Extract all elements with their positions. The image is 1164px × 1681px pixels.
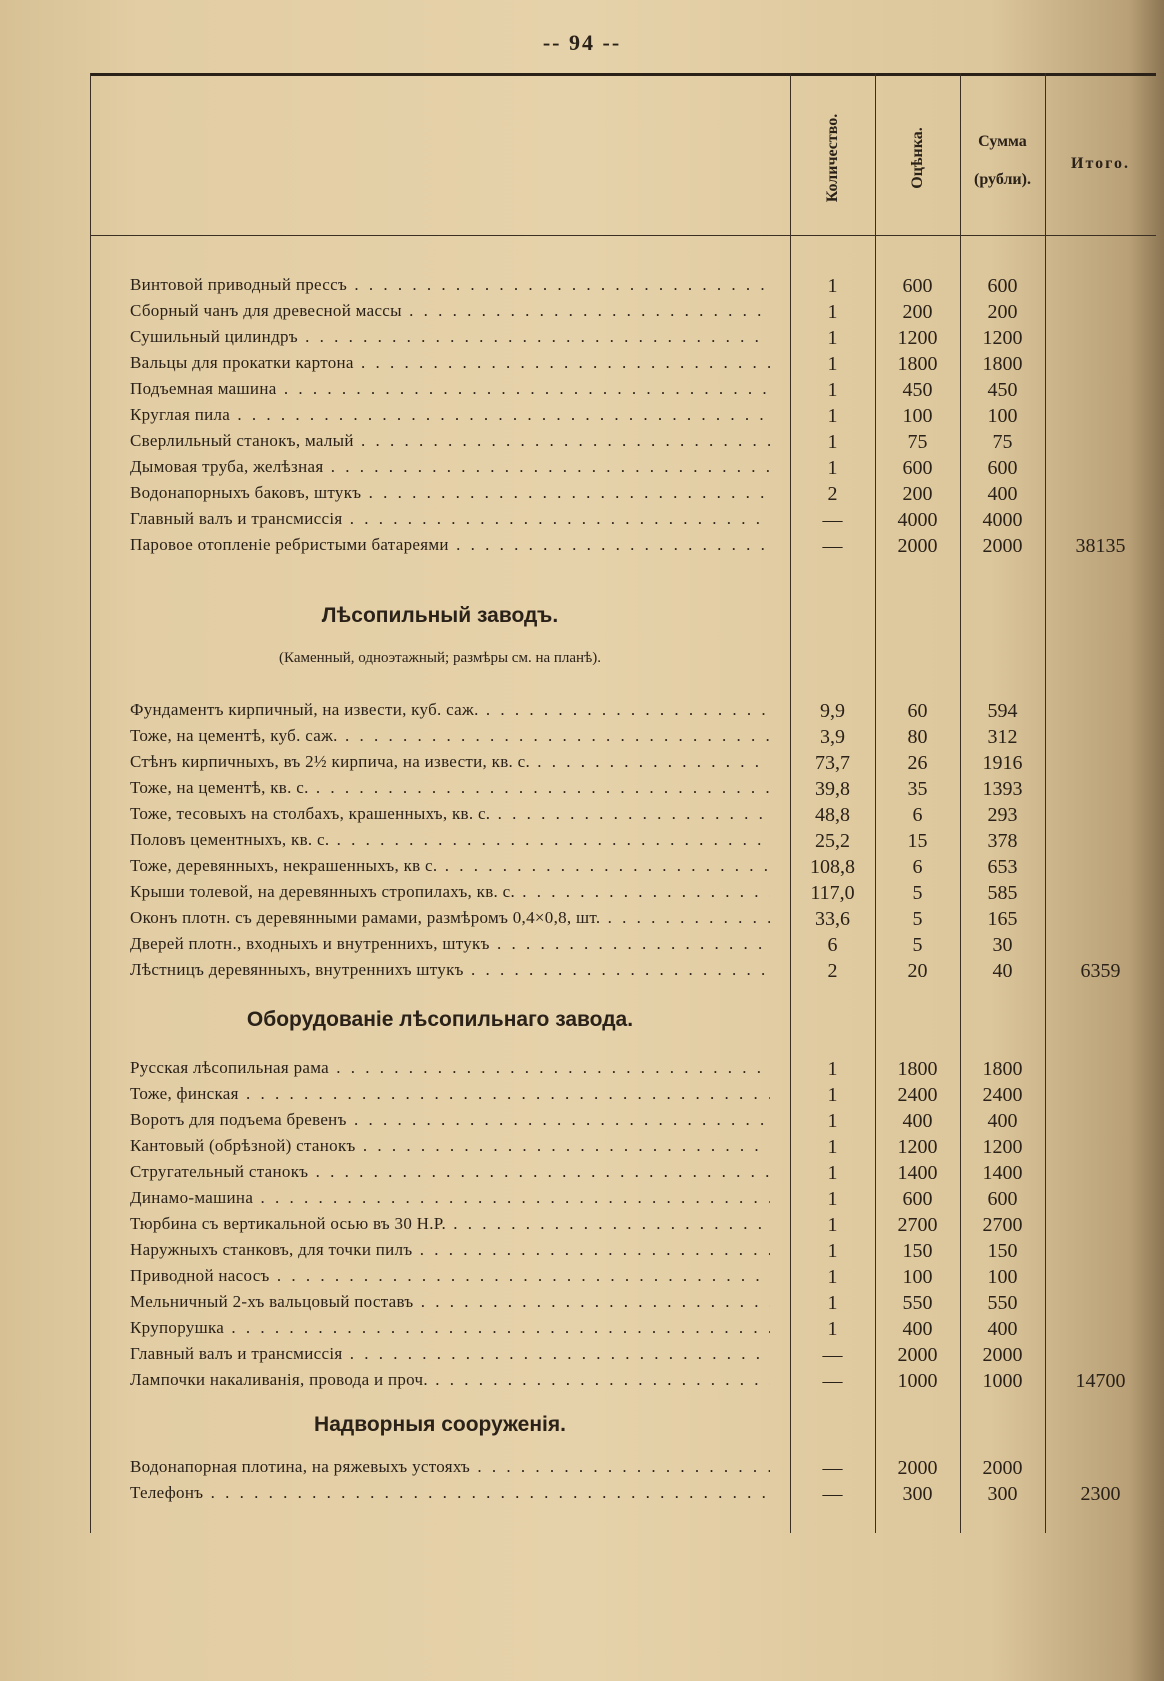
header-sum-unit: (рубли). bbox=[974, 171, 1031, 188]
sum-cell: 1400 bbox=[982, 1162, 1023, 1184]
sum-cell: 600 bbox=[987, 1188, 1018, 1210]
estimate-cell: 1200 bbox=[897, 1136, 938, 1158]
table-row bbox=[90, 1188, 1156, 1214]
table-row bbox=[90, 1457, 1156, 1483]
table-row bbox=[90, 1214, 1156, 1240]
estimate-cell: 600 bbox=[902, 457, 933, 479]
item-name: Сборный чанъ для древесной массы . . . bbox=[130, 301, 770, 321]
table-row bbox=[90, 509, 1156, 535]
table-row bbox=[90, 535, 1156, 561]
table-row bbox=[90, 960, 1156, 986]
table-row bbox=[90, 726, 1156, 752]
quantity-cell: — bbox=[822, 1370, 843, 1392]
sum-cell: 1916 bbox=[982, 752, 1023, 774]
item-name: Лѣстницъ деревянныхъ, внутреннихъ штукъ . . . bbox=[130, 960, 770, 980]
quantity-cell: 1 bbox=[827, 1318, 838, 1340]
sum-cell: 400 bbox=[987, 1318, 1018, 1340]
item-name: Паровое отопленіе ребристыми батареями . . . bbox=[130, 535, 770, 555]
item-name: Тюрбина съ вертикальной осью въ 30 Н.Р. . . . bbox=[130, 1214, 770, 1234]
table-row bbox=[90, 431, 1156, 457]
quantity-cell: 1 bbox=[827, 1058, 838, 1080]
total-cell: 6359 bbox=[1080, 960, 1121, 982]
table-row bbox=[90, 327, 1156, 353]
quantity-cell: 1 bbox=[827, 1292, 838, 1314]
quantity-cell: 1 bbox=[827, 1136, 838, 1158]
quantity-cell: 1 bbox=[827, 301, 838, 323]
estimate-cell: 150 bbox=[902, 1240, 933, 1262]
item-name: Главный валъ и трансмиссія . . . bbox=[130, 1344, 770, 1364]
table-row bbox=[90, 1084, 1156, 1110]
section-title-sawmill: Лѣсопильный заводъ. bbox=[321, 604, 559, 627]
estimate-cell: 26 bbox=[907, 752, 928, 774]
estimate-cell: 300 bbox=[902, 1483, 933, 1505]
estimate-cell: 1200 bbox=[897, 327, 938, 349]
sum-cell: 1000 bbox=[982, 1370, 1023, 1392]
table-row bbox=[90, 483, 1156, 509]
sum-cell: 600 bbox=[987, 457, 1018, 479]
item-name: Дымовая труба, желѣзная . . . bbox=[130, 457, 770, 477]
table-row bbox=[90, 1344, 1156, 1370]
quantity-cell: 1 bbox=[827, 379, 838, 401]
item-name: Русская лѣсопильная рама . . . bbox=[130, 1058, 770, 1078]
quantity-cell: — bbox=[822, 1457, 843, 1479]
table-row bbox=[90, 1266, 1156, 1292]
estimate-cell: 80 bbox=[907, 726, 928, 748]
table-row bbox=[90, 1483, 1156, 1509]
quantity-cell: 1 bbox=[827, 1214, 838, 1236]
section-title-outbuildings: Надворныя сооруженія. bbox=[314, 1413, 566, 1436]
table-row bbox=[90, 908, 1156, 934]
sum-cell: 30 bbox=[992, 934, 1013, 956]
total-cell: 14700 bbox=[1075, 1370, 1126, 1392]
item-name: Наружныхъ станковъ, для точки пилъ . . . bbox=[130, 1240, 770, 1260]
estimate-cell: 1000 bbox=[897, 1370, 938, 1392]
item-name: Динамо-машина . . . bbox=[130, 1188, 770, 1208]
sum-cell: 550 bbox=[987, 1292, 1018, 1314]
table-row bbox=[90, 1370, 1156, 1396]
estimate-cell: 200 bbox=[902, 301, 933, 323]
quantity-cell: 1 bbox=[827, 275, 838, 297]
estimate-cell: 400 bbox=[902, 1318, 933, 1340]
table-row bbox=[90, 457, 1156, 483]
quantity-cell: 2 bbox=[827, 483, 838, 505]
item-name: Вальцы для прокатки картона . . . bbox=[130, 353, 770, 373]
estimate-cell: 600 bbox=[902, 1188, 933, 1210]
table-row bbox=[90, 1240, 1156, 1266]
quantity-cell: 1 bbox=[827, 1240, 838, 1262]
sum-cell: 2000 bbox=[982, 1344, 1023, 1366]
item-name: Водонапорная плотина, на ряжевыхъ устояхъ . . . bbox=[130, 1457, 770, 1477]
quantity-cell: 3,9 bbox=[820, 726, 845, 748]
quantity-cell: 39,8 bbox=[815, 778, 850, 800]
sum-cell: 100 bbox=[987, 1266, 1018, 1288]
estimate-cell: 5 bbox=[912, 882, 923, 904]
quantity-cell: 1 bbox=[827, 457, 838, 479]
estimate-cell: 60 bbox=[907, 700, 928, 722]
item-name: Лампочки накаливанія, провода и проч. . . . bbox=[130, 1370, 770, 1390]
sum-cell: 653 bbox=[987, 856, 1018, 878]
item-name: Сушильный цилиндръ . . . bbox=[130, 327, 770, 347]
estimate-cell: 6 bbox=[912, 804, 923, 826]
sum-cell: 200 bbox=[987, 301, 1018, 323]
table-row bbox=[90, 1162, 1156, 1188]
table-row bbox=[90, 778, 1156, 804]
table-row bbox=[90, 275, 1156, 301]
quantity-cell: 1 bbox=[827, 405, 838, 427]
quantity-cell: 1 bbox=[827, 353, 838, 375]
item-name: Кантовый (обрѣзной) станокъ . . . bbox=[130, 1136, 770, 1156]
table-top-rule bbox=[90, 73, 1156, 76]
quantity-cell: 48,8 bbox=[815, 804, 850, 826]
sum-cell: 165 bbox=[987, 908, 1018, 930]
quantity-cell: 1 bbox=[827, 1110, 838, 1132]
estimate-cell: 2000 bbox=[897, 535, 938, 557]
estimate-cell: 4000 bbox=[897, 509, 938, 531]
header-quantity-label: Количество. bbox=[823, 113, 841, 203]
sum-cell: 300 bbox=[987, 1483, 1018, 1505]
item-name: Главный валъ и трансмиссія . . . bbox=[130, 509, 770, 529]
sum-cell: 100 bbox=[987, 405, 1018, 427]
header-estimate bbox=[875, 83, 960, 233]
estimate-cell: 2000 bbox=[897, 1344, 938, 1366]
table-row bbox=[90, 700, 1156, 726]
quantity-cell: 2 bbox=[827, 960, 838, 982]
sum-cell: 75 bbox=[992, 431, 1013, 453]
table-row bbox=[90, 934, 1156, 960]
quantity-cell: 1 bbox=[827, 1162, 838, 1184]
sum-cell: 40 bbox=[992, 960, 1013, 982]
total-cell: 2300 bbox=[1080, 1483, 1121, 1505]
page-number: -- 94 -- bbox=[542, 30, 622, 55]
item-name: Воротъ для подъема бревенъ . . . bbox=[130, 1110, 770, 1130]
table-row bbox=[90, 405, 1156, 431]
sum-cell: 450 bbox=[987, 379, 1018, 401]
item-name: Телефонъ . . . bbox=[130, 1483, 770, 1503]
item-name: Винтовой приводный прессъ . . . bbox=[130, 275, 770, 295]
item-name: Оконъ плотн. съ деревянными рамами, размѣромъ 0,4×0,8, шт. . . . bbox=[130, 908, 770, 928]
table-row bbox=[90, 301, 1156, 327]
item-name: Стѣнъ кирпичныхъ, въ 2½ кирпича, на извести, кв. с. . . . bbox=[130, 752, 770, 772]
quantity-cell: 9,9 bbox=[820, 700, 845, 722]
item-name: Крыши толевой, на деревянныхъ стропилахъ, кв. с. . . . bbox=[130, 882, 770, 902]
item-name: Крупорушка . . . bbox=[130, 1318, 770, 1338]
sum-cell: 1393 bbox=[982, 778, 1023, 800]
estimate-cell: 200 bbox=[902, 483, 933, 505]
table-row bbox=[90, 882, 1156, 908]
header-rule bbox=[90, 235, 1156, 236]
sum-cell: 312 bbox=[987, 726, 1018, 748]
header-total: Итого. bbox=[1071, 155, 1130, 172]
estimate-cell: 5 bbox=[912, 908, 923, 930]
table-row bbox=[90, 1292, 1156, 1318]
sum-cell: 293 bbox=[987, 804, 1018, 826]
sum-cell: 1200 bbox=[982, 1136, 1023, 1158]
item-name: Тоже, на цементѣ, куб. саж. . . . bbox=[130, 726, 770, 746]
estimate-cell: 2000 bbox=[897, 1457, 938, 1479]
header-sum bbox=[960, 123, 1045, 199]
header-quantity bbox=[790, 83, 875, 233]
estimate-cell: 1800 bbox=[897, 353, 938, 375]
sum-cell: 585 bbox=[987, 882, 1018, 904]
item-name: Тоже, деревянныхъ, некрашенныхъ, кв с. . . . bbox=[130, 856, 770, 876]
header-estimate-label: Оцѣнка. bbox=[908, 127, 926, 189]
quantity-cell: 117,0 bbox=[810, 882, 855, 904]
estimate-cell: 15 bbox=[907, 830, 928, 852]
sum-cell: 1200 bbox=[982, 327, 1023, 349]
item-name: Фундаментъ кирпичный, на извести, куб. саж. . . . bbox=[130, 700, 770, 720]
sum-cell: 4000 bbox=[982, 509, 1023, 531]
quantity-cell: 1 bbox=[827, 327, 838, 349]
section-subtitle-sawmill: (Каменный, одноэтажный; размѣры см. на планѣ). bbox=[279, 650, 601, 666]
item-name: Водонапорныхъ баковъ, штукъ . . . bbox=[130, 483, 770, 503]
estimate-cell: 35 bbox=[907, 778, 928, 800]
quantity-cell: 1 bbox=[827, 1084, 838, 1106]
estimate-cell: 450 bbox=[902, 379, 933, 401]
estimate-cell: 100 bbox=[902, 1266, 933, 1288]
item-name: Тоже, тесовыхъ на столбахъ, крашенныхъ, кв. с. . . . bbox=[130, 804, 770, 824]
quantity-cell: 1 bbox=[827, 1188, 838, 1210]
quantity-cell: — bbox=[822, 535, 843, 557]
sum-cell: 1800 bbox=[982, 1058, 1023, 1080]
table-row bbox=[90, 804, 1156, 830]
estimate-cell: 550 bbox=[902, 1292, 933, 1314]
item-name: Круглая пила . . . bbox=[130, 405, 770, 425]
sum-cell: 2000 bbox=[982, 535, 1023, 557]
estimate-cell: 1400 bbox=[897, 1162, 938, 1184]
header-sum-label: Сумма bbox=[978, 133, 1027, 150]
section-title-sawmill-equipment: Оборудованіе лѣсопильнаго завода. bbox=[246, 1008, 634, 1031]
table-row bbox=[90, 752, 1156, 778]
table-row bbox=[90, 353, 1156, 379]
item-name: Приводной насосъ . . . bbox=[130, 1266, 770, 1286]
estimate-cell: 100 bbox=[902, 405, 933, 427]
estimate-cell: 2400 bbox=[897, 1084, 938, 1106]
item-name: Сверлильный станокъ, малый . . . bbox=[130, 431, 770, 451]
item-name: Половъ цементныхъ, кв. с. . . . bbox=[130, 830, 770, 850]
sum-cell: 150 bbox=[987, 1240, 1018, 1262]
item-name: Подъемная машина . . . bbox=[130, 379, 770, 399]
sum-cell: 400 bbox=[987, 1110, 1018, 1132]
table-row bbox=[90, 1110, 1156, 1136]
estimate-cell: 600 bbox=[902, 275, 933, 297]
table-row bbox=[90, 1058, 1156, 1084]
item-name: Дверей плотн., входныхъ и внутреннихъ, штукъ . . . bbox=[130, 934, 770, 954]
quantity-cell: 6 bbox=[827, 934, 838, 956]
quantity-cell: 1 bbox=[827, 1266, 838, 1288]
estimate-cell: 5 bbox=[912, 934, 923, 956]
sum-cell: 378 bbox=[987, 830, 1018, 852]
total-cell: 38135 bbox=[1075, 535, 1126, 557]
quantity-cell: — bbox=[822, 1483, 843, 1505]
quantity-cell: — bbox=[822, 1344, 843, 1366]
quantity-cell: 33,6 bbox=[815, 908, 850, 930]
sum-cell: 2700 bbox=[982, 1214, 1023, 1236]
sum-cell: 2000 bbox=[982, 1457, 1023, 1479]
sum-cell: 1800 bbox=[982, 353, 1023, 375]
table-row bbox=[90, 379, 1156, 405]
estimate-cell: 20 bbox=[907, 960, 928, 982]
sum-cell: 400 bbox=[987, 483, 1018, 505]
quantity-cell: 73,7 bbox=[815, 752, 850, 774]
quantity-cell: — bbox=[822, 509, 843, 531]
table-row bbox=[90, 856, 1156, 882]
item-name: Тоже, финская . . . bbox=[130, 1084, 770, 1104]
estimate-cell: 400 bbox=[902, 1110, 933, 1132]
table-row bbox=[90, 1318, 1156, 1344]
quantity-cell: 1 bbox=[827, 431, 838, 453]
estimate-cell: 1800 bbox=[897, 1058, 938, 1080]
item-name: Мельничный 2-хъ вальцовый поставъ . . . bbox=[130, 1292, 770, 1312]
table-row bbox=[90, 1136, 1156, 1162]
estimate-cell: 2700 bbox=[897, 1214, 938, 1236]
estimate-cell: 6 bbox=[912, 856, 923, 878]
table-row bbox=[90, 830, 1156, 856]
item-name: Тоже, на цементѣ, кв. с. . . . bbox=[130, 778, 770, 798]
sum-cell: 600 bbox=[987, 275, 1018, 297]
sum-cell: 2400 bbox=[982, 1084, 1023, 1106]
sum-cell: 594 bbox=[987, 700, 1018, 722]
item-name: Стругательный станокъ . . . bbox=[130, 1162, 770, 1182]
quantity-cell: 25,2 bbox=[815, 830, 850, 852]
estimate-cell: 75 bbox=[907, 431, 928, 453]
quantity-cell: 108,8 bbox=[810, 856, 855, 878]
